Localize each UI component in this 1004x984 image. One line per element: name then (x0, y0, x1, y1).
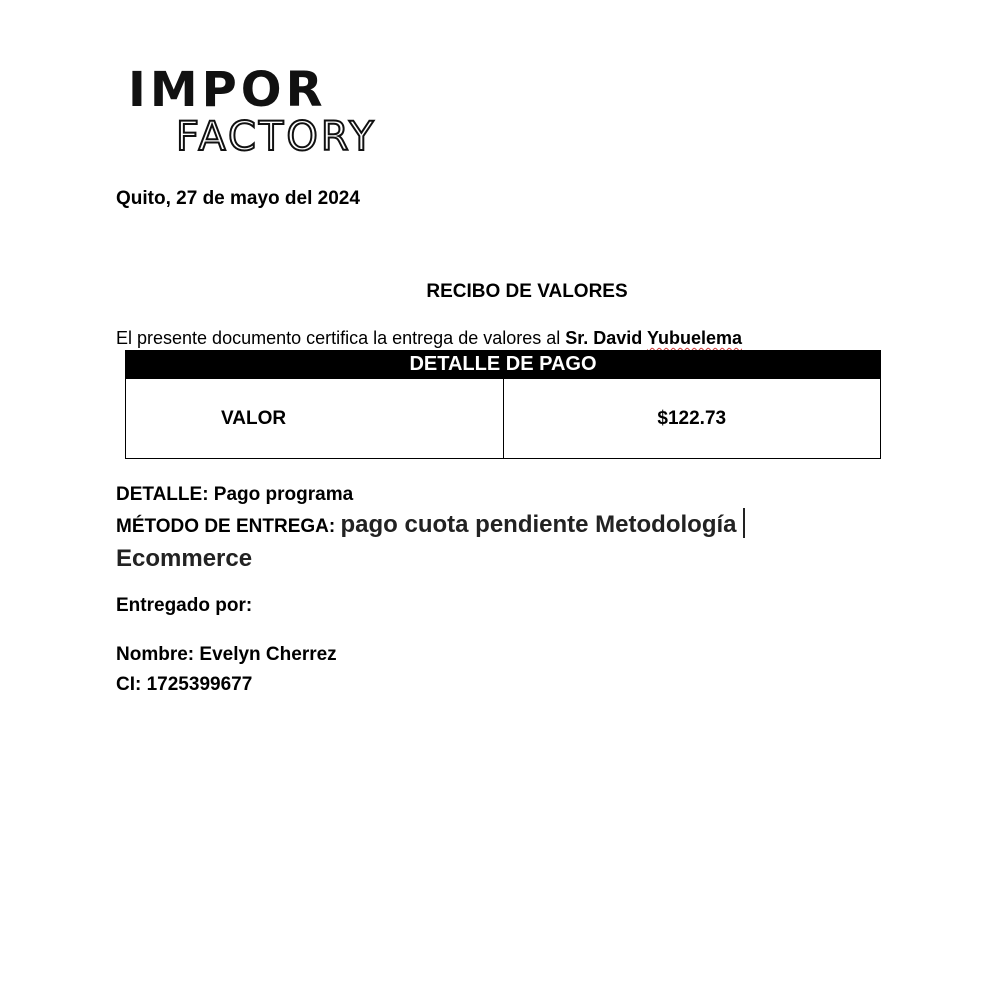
value-amount-cell: $122.73 (503, 379, 881, 459)
document-title: RECIBO DE VALORES (426, 281, 628, 302)
delivery-method (116, 508, 876, 577)
delivery-method-label: MÉTODO DE ENTREGA: (116, 516, 341, 537)
value-label-cell: VALOR (126, 379, 504, 459)
recipient-name (565, 328, 742, 348)
recipient-prefix: Sr. David (565, 328, 647, 348)
payment-table-header: DETALLE DE PAGO (126, 351, 881, 379)
delivered-by-heading: Entregado por: (116, 595, 253, 616)
company-logo (126, 64, 392, 160)
recipient-surname: Yubuelema (646, 328, 743, 348)
logo-line-2: FACTORY (176, 114, 377, 160)
intro-paragraph (116, 328, 742, 349)
delivery-method-value: pago cuota pendiente Metodología (340, 511, 737, 538)
delivery-method-value-cont: Ecommerce (116, 545, 253, 572)
payment-table (125, 350, 881, 459)
deliverer-ci: CI: 1725399677 (116, 674, 253, 695)
payment-detail: DETALLE: Pago programa (116, 484, 354, 505)
intro-text: El presente documento certifica la entrega de valores al (116, 328, 566, 348)
table-row (126, 379, 881, 459)
deliverer-name: Nombre: Evelyn Cherrez (116, 644, 337, 665)
text-cursor (743, 508, 745, 538)
logo-line-1: IMPOR (128, 64, 327, 118)
document-date: Quito, 27 de mayo del 2024 (116, 188, 360, 209)
